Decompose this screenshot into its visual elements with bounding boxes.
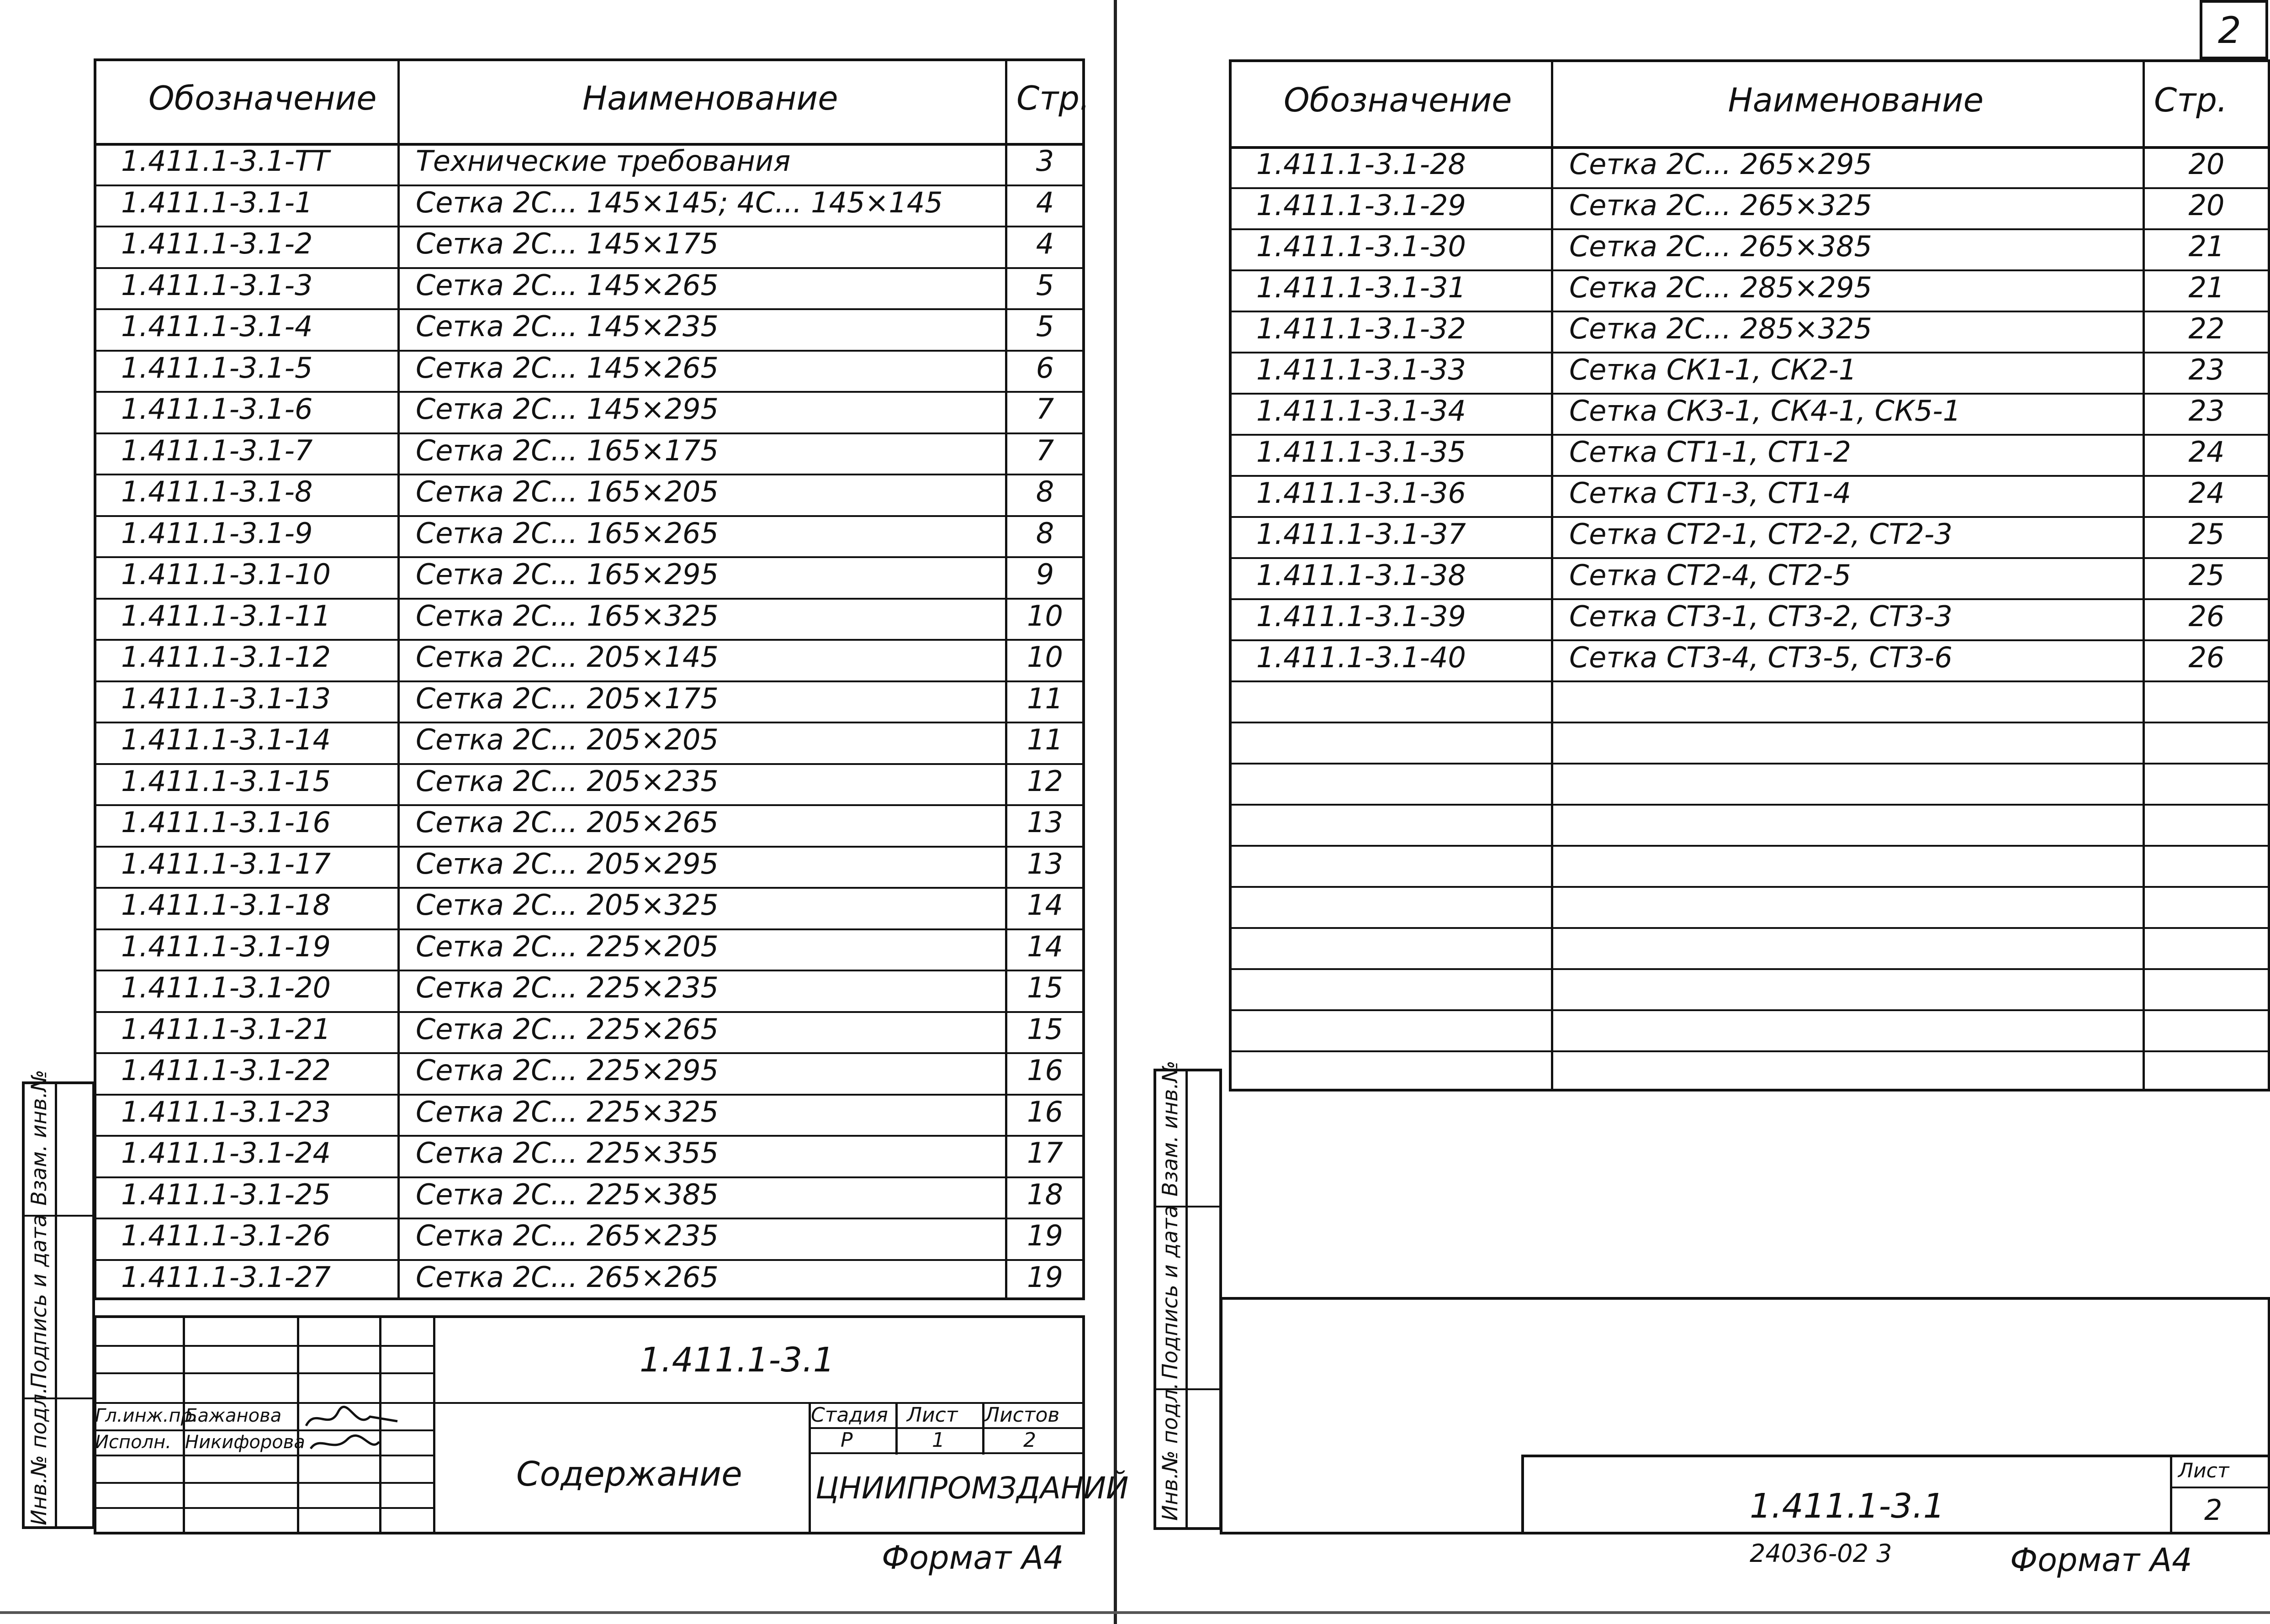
row-name: Сетка 2С... 165×295: [416, 558, 719, 591]
left-stamp-sheets-label: Листов: [984, 1403, 1060, 1427]
row-page: 23: [2188, 353, 2225, 386]
row-name: Сетка СТ1-1, СТ1-2: [1569, 435, 1851, 469]
row-designation: 1.411.1-3.1-30: [1256, 230, 1466, 263]
row-page: 21: [2188, 230, 2225, 263]
row-page: 11: [1027, 681, 1063, 715]
row-page: 4: [1036, 185, 1054, 219]
row-page: 4: [1036, 227, 1054, 261]
row-page: 22: [2188, 312, 2225, 345]
row-name: Сетка 2С... 205×265: [416, 806, 719, 839]
corner-page-number: 2: [2218, 9, 2241, 52]
row-designation: 1.411.1-3.1-26: [121, 1219, 331, 1253]
row-name: Сетка 2С... 265×235: [416, 1219, 719, 1253]
row-page: 21: [2188, 271, 2225, 304]
row-page: 16: [1027, 1095, 1063, 1128]
right_sheet-header-name: Наименование: [1728, 81, 1984, 119]
left_sheet-col-divider: [397, 58, 400, 1300]
row-designation: 1.411.1-3.1-15: [121, 764, 331, 798]
row-name: Сетка 2С... 225×385: [416, 1177, 719, 1211]
row-name: Сетка 2С... 205×235: [416, 764, 719, 798]
row-name: Сетка 2С... 225×235: [416, 971, 719, 1005]
row-name: Сетка СТ3-1, СТ3-2, СТ3-3: [1569, 600, 1953, 633]
left-stamp-role1: Гл.инж.пр.: [95, 1405, 198, 1426]
row-designation: 1.411.1-3.1-14: [121, 723, 331, 757]
left-stamp-stage: Р: [841, 1429, 853, 1452]
row-designation: 1.411.1-3.1-16: [121, 806, 331, 839]
row-page: 24: [2188, 435, 2225, 469]
row-name: Сетка 2С... 225×355: [416, 1136, 719, 1170]
right_sheet-row-rule: [1229, 763, 2270, 765]
row-page: 14: [1027, 888, 1063, 922]
row-page: 26: [2188, 641, 2225, 674]
row-designation: 1.411.1-3.1-12: [121, 640, 331, 674]
row-designation: 1.411.1-3.1-22: [121, 1054, 331, 1087]
row-page: 3: [1036, 144, 1054, 178]
row-page: 13: [1027, 806, 1063, 839]
left_sheet-header-page: Стр.: [1016, 79, 1090, 117]
row-designation: 1.411.1-3.1-2: [121, 227, 313, 261]
left-side-label-inv: Инв.№ подл.: [26, 1387, 51, 1525]
right_sheet-header-designation: Обозначение: [1284, 81, 1512, 119]
row-name: Сетка 2С... 205×175: [416, 681, 719, 715]
row-page: 23: [2188, 394, 2225, 427]
right_sheet-header-page: Стр.: [2154, 81, 2228, 119]
row-designation: 1.411.1-3.1-33: [1256, 353, 1466, 386]
row-page: 10: [1027, 640, 1063, 674]
row-name: Сетка 2С... 205×295: [416, 847, 719, 881]
row-page: 15: [1027, 1012, 1063, 1046]
row-page: 25: [2188, 559, 2225, 592]
row-name: Сетка 2С... 205×145: [416, 640, 719, 674]
right_sheet-row-rule: [1229, 1009, 2270, 1011]
left-stamp-title: Содержание: [516, 1455, 742, 1494]
right_sheet-row-rule: [1229, 845, 2270, 847]
row-designation: 1.411.1-3.1-35: [1256, 435, 1466, 469]
row-name: Сетка 2С... 205×205: [416, 723, 719, 757]
right-sheet: [1119, 0, 2270, 1624]
row-designation: 1.411.1-3.1-5: [121, 351, 313, 385]
right-side-label-repl: Взам. инв.№: [1158, 1060, 1182, 1197]
row-designation: 1.411.1-3.1-ТТ: [121, 144, 329, 178]
row-name: Сетка 2С... 145×175: [416, 227, 719, 261]
row-name: Сетка СТ2-4, СТ2-5: [1569, 559, 1851, 592]
row-name: Сетка 2С... 265×265: [416, 1260, 719, 1294]
row-name: Сетка 2С... 145×265: [416, 268, 719, 302]
row-page: 19: [1027, 1219, 1063, 1253]
left-stamp-person1: Бажанова: [185, 1405, 282, 1426]
row-designation: 1.411.1-3.1-23: [121, 1095, 331, 1128]
left-stamp-sheets: 2: [1023, 1429, 1036, 1452]
row-name: Сетка 2С... 145×265: [416, 351, 719, 385]
row-name: Сетка 2С... 285×295: [1569, 271, 1872, 304]
archive-number: 24036-02 3: [1750, 1539, 1892, 1568]
row-designation: 1.411.1-3.1-6: [121, 392, 313, 426]
row-name: Сетка 2С... 225×295: [416, 1054, 719, 1087]
row-page: 24: [2188, 476, 2225, 510]
row-name: Сетка 2С... 145×235: [416, 310, 719, 343]
row-page: 25: [2188, 517, 2225, 551]
row-designation: 1.411.1-3.1-36: [1256, 476, 1466, 510]
right_sheet-row-rule: [1229, 722, 2270, 723]
left-side-label-repl: Взам. инв.№: [26, 1070, 51, 1206]
row-designation: 1.411.1-3.1-24: [121, 1136, 331, 1170]
row-name: Сетка СК1-1, СК2-1: [1569, 353, 1857, 386]
row-page: 8: [1036, 475, 1054, 509]
row-page: 7: [1036, 433, 1054, 467]
left-stamp-org: ЦНИИПРОМЗДАНИЙ: [815, 1471, 1129, 1506]
row-designation: 1.411.1-3.1-40: [1256, 641, 1466, 674]
signature-scribble: [302, 1403, 407, 1458]
left-side-label-sign: Подпись и дата: [26, 1214, 51, 1388]
row-name: Сетка 2С... 225×325: [416, 1095, 719, 1128]
row-page: 10: [1027, 599, 1063, 633]
row-designation: 1.411.1-3.1-20: [121, 971, 331, 1005]
left-stamp-sheet: 1: [932, 1429, 945, 1452]
right-stamp-sheet-label: Лист: [2178, 1459, 2229, 1482]
row-designation: 1.411.1-3.1-29: [1256, 189, 1466, 222]
row-name: Сетка 2С... 265×295: [1569, 148, 1872, 181]
row-name: Сетка СК3-1, СК4-1, СК5-1: [1569, 394, 1961, 427]
row-page: 13: [1027, 847, 1063, 881]
row-page: 20: [2188, 148, 2225, 181]
right-stamp-code: 1.411.1-3.1: [1750, 1487, 1945, 1526]
row-designation: 1.411.1-3.1-3: [121, 268, 313, 302]
left-sheet: [0, 0, 1129, 1624]
row-page: 6: [1036, 351, 1054, 385]
right_sheet-row-rule: [1229, 1050, 2270, 1052]
row-designation: 1.411.1-3.1-28: [1256, 148, 1466, 181]
right_sheet-row-rule: [1229, 927, 2270, 929]
row-name: Сетка 2С... 225×205: [416, 929, 719, 963]
row-designation: 1.411.1-3.1-38: [1256, 559, 1466, 592]
right-format-label: Формат А4: [2010, 1541, 2192, 1579]
row-name: Сетка 2С... 145×295: [416, 392, 719, 426]
row-page: 15: [1027, 971, 1063, 1005]
row-name: Сетка СТ2-1, СТ2-2, СТ2-3: [1569, 517, 1953, 551]
right_sheet-row-rule: [1229, 680, 2270, 682]
row-designation: 1.411.1-3.1-18: [121, 888, 331, 922]
row-page: 18: [1027, 1177, 1063, 1211]
left_sheet-header-name: Наименование: [582, 79, 838, 117]
row-name: Сетка СТ1-3, СТ1-4: [1569, 476, 1851, 510]
right-side-label-inv: Инв.№ подл.: [1158, 1382, 1182, 1521]
row-designation: 1.411.1-3.1-21: [121, 1012, 331, 1046]
right-stamp-sheet: 2: [2204, 1493, 2222, 1527]
row-designation: 1.411.1-3.1-10: [121, 558, 331, 591]
row-page: 19: [1027, 1260, 1063, 1294]
row-name: Сетка 2С... 205×325: [416, 888, 719, 922]
row-page: 9: [1036, 558, 1054, 591]
row-page: 8: [1036, 516, 1054, 550]
row-page: 11: [1027, 723, 1063, 757]
row-designation: 1.411.1-3.1-39: [1256, 600, 1466, 633]
row-page: 7: [1036, 392, 1054, 426]
right_sheet-row-rule: [1229, 968, 2270, 970]
row-designation: 1.411.1-3.1-9: [121, 516, 313, 550]
row-name: Технические требования: [416, 144, 791, 178]
row-page: 12: [1027, 764, 1063, 798]
row-name: Сетка СТ3-4, СТ3-5, СТ3-6: [1569, 641, 1953, 674]
row-page: 17: [1027, 1136, 1063, 1170]
row-name: Сетка 2С... 165×325: [416, 599, 719, 633]
row-page: 14: [1027, 929, 1063, 963]
row-designation: 1.411.1-3.1-34: [1256, 394, 1466, 427]
right-side-label-sign: Подпись и дата: [1158, 1205, 1182, 1379]
row-name: Сетка 2С... 165×265: [416, 516, 719, 550]
right_sheet-col-divider: [1551, 59, 1553, 1091]
left-stamp-role2: Испoлн.: [95, 1432, 171, 1453]
left-stamp-stage-label: Стадия: [811, 1403, 888, 1427]
row-designation: 1.411.1-3.1-37: [1256, 517, 1466, 551]
row-name: Сетка 2С... 265×385: [1569, 230, 1872, 263]
left-stamp-sheet-label: Лист: [907, 1403, 958, 1427]
row-page: 26: [2188, 600, 2225, 633]
row-designation: 1.411.1-3.1-1: [121, 185, 313, 219]
row-page: 20: [2188, 189, 2225, 222]
row-designation: 1.411.1-3.1-7: [121, 433, 313, 467]
row-designation: 1.411.1-3.1-17: [121, 847, 331, 881]
right_sheet-row-rule: [1229, 886, 2270, 888]
right_sheet-row-rule: [1229, 804, 2270, 806]
row-page: 16: [1027, 1054, 1063, 1087]
row-designation: 1.411.1-3.1-4: [121, 310, 313, 343]
row-designation: 1.411.1-3.1-25: [121, 1177, 331, 1211]
row-designation: 1.411.1-3.1-27: [121, 1260, 331, 1294]
left-format-label: Формат А4: [882, 1539, 1064, 1577]
row-name: Сетка 2С... 225×265: [416, 1012, 719, 1046]
row-designation: 1.411.1-3.1-13: [121, 681, 331, 715]
row-page: 5: [1036, 268, 1054, 302]
row-name: Сетка 2С... 285×325: [1569, 312, 1872, 345]
row-designation: 1.411.1-3.1-11: [121, 599, 331, 633]
row-name: Сетка 2С... 165×205: [416, 475, 719, 509]
row-page: 5: [1036, 310, 1054, 343]
row-designation: 1.411.1-3.1-32: [1256, 312, 1466, 345]
row-designation: 1.411.1-3.1-31: [1256, 271, 1466, 304]
row-designation: 1.411.1-3.1-8: [121, 475, 313, 509]
row-name: Сетка 2С... 145×145; 4С... 145×145: [416, 185, 943, 219]
row-name: Сетка 2С... 265×325: [1569, 189, 1872, 222]
row-name: Сетка 2С... 165×175: [416, 433, 719, 467]
left-stamp-person2: Никифорова: [185, 1432, 305, 1453]
left_sheet-header-designation: Обозначение: [148, 79, 377, 117]
row-designation: 1.411.1-3.1-19: [121, 929, 331, 963]
left-stamp-code: 1.411.1-3.1: [640, 1340, 835, 1380]
